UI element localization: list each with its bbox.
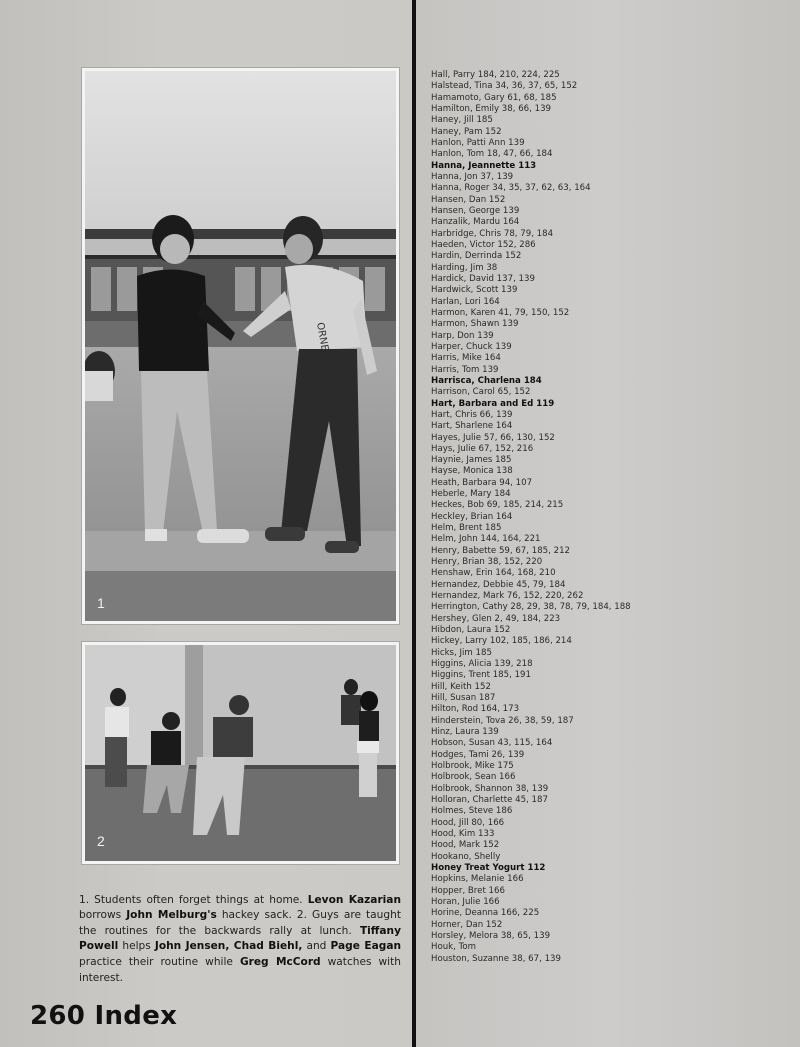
index-entry: Harp, Don 139 <box>431 330 494 341</box>
index-entry: Holbrook, Shannon 38, 139 <box>431 783 549 794</box>
index-entry: Higgins, Alicia 139, 218 <box>431 659 533 670</box>
index-entry: Harris, Tom 139 <box>431 364 499 375</box>
index-entry: Hansen, George 139 <box>431 205 520 216</box>
caption-text: borrows <box>79 909 127 922</box>
caption-name: Page Eagan <box>330 940 402 953</box>
caption-name: John Jensen, Chad Biehl, <box>154 940 303 953</box>
index-entry: Hardin, Derrinda 152 <box>431 251 522 262</box>
index-entry: Hicks, Jim 185 <box>431 647 492 658</box>
index-entry: Heberle, Mary 184 <box>431 489 511 500</box>
index-entry: Hood, Jill 80, 166 <box>431 817 505 828</box>
index-entry: Harris, Mike 164 <box>431 353 501 364</box>
index-entry: Hays, Julie 67, 152, 216 <box>431 443 534 454</box>
index-entry: Hilton, Rod 164, 173 <box>431 704 520 715</box>
index-entry: Higgins, Trent 185, 191 <box>431 670 531 681</box>
caption-text: and <box>302 940 331 953</box>
index-entry: Henry, Babette 59, 67, 185, 212 <box>431 545 571 556</box>
index-entry: Hanna, Jon 37, 139 <box>431 171 514 182</box>
index-entry: Hart, Chris 66, 139 <box>431 409 513 420</box>
index-entry: Hill, Susan 187 <box>431 693 496 704</box>
index-entry: Harding, Jim 38 <box>431 262 498 273</box>
photo-hackey-sack-image <box>85 71 396 621</box>
caption-text: practice their routine while <box>79 955 240 968</box>
index-entry: Hansen, Dan 152 <box>431 194 506 205</box>
index-entry: Hanzalik, Mardu 164 <box>431 217 520 228</box>
index-entry: Heckley, Brian 164 <box>431 511 513 522</box>
index-entry: Harmon, Karen 41, 79, 150, 152 <box>431 307 570 318</box>
index-entry: Hart, Barbara and Ed 119 <box>431 398 555 409</box>
index-entry: Holmes, Steve 186 <box>431 806 513 817</box>
caption-name: Levon Kazarian <box>307 893 401 906</box>
index-entry: Holloran, Charlette 45, 187 <box>431 795 548 805</box>
index-entry: Hershey, Glen 2, 49, 184, 223 <box>431 613 561 624</box>
index-entry: Hernandez, Debbie 45, 79, 184 <box>431 579 566 590</box>
index-entry: Hanlon, Tom 18, 47, 66, 184 <box>431 149 553 160</box>
index-entry: Harbridge, Chris 78, 79, 184 <box>431 228 554 239</box>
index-entry: Hayes, Julie 57, 66, 130, 152 <box>431 432 555 443</box>
index-entry: Houk, Tom <box>431 942 477 953</box>
index-entry: Helm, John 144, 164, 221 <box>431 534 541 545</box>
index-entry: Hardwick, Scott 139 <box>431 285 518 296</box>
index-list <box>431 70 751 965</box>
index-entry: Helm, Brent 185 <box>431 523 502 534</box>
index-entry: Hanna, Roger 34, 35, 37, 62, 63, 164 <box>431 183 591 194</box>
index-entry: Holbrook, Mike 175 <box>431 761 514 772</box>
index-entry: Hart, Sharlene 164 <box>431 421 513 432</box>
index-entry: Hobson, Susan 43, 115, 164 <box>431 738 553 749</box>
index-entry: Hood, Mark 152 <box>431 840 500 851</box>
index-entry: Harper, Chuck 139 <box>431 341 512 352</box>
index-entry: Horan, Julie 166 <box>431 896 500 907</box>
index-entry: Hinderstein, Tova 26, 38, 59, 187 <box>431 715 574 726</box>
photo-caption <box>79 893 401 987</box>
index-entry: Henry, Brian 38, 152, 220 <box>431 557 543 568</box>
index-entry: Harrisca, Charlena 184 <box>431 375 542 386</box>
index-entry: Hill, Keith 152 <box>431 681 491 692</box>
index-entry: Hanlon, Patti Ann 139 <box>431 137 525 148</box>
index-entry: Hayse, Monica 138 <box>431 466 513 477</box>
caption-text: watches with interest. <box>79 955 401 984</box>
index-entry: Haeden, Victor 152, 286 <box>431 239 536 250</box>
index-entry: Halstead, Tina 34, 36, 37, 65, 152 <box>431 81 578 92</box>
page-folio: 260 Index <box>30 1001 178 1031</box>
caption-name: Greg McCord <box>239 955 321 968</box>
photo-rally-practice <box>82 642 399 864</box>
photo-hackey-sack <box>82 68 399 624</box>
index-entry: Hibdon, Laura 152 <box>431 625 511 636</box>
caption-text: hackey sack. 2. Guys are taught the routines for the backwards rally at lunch. <box>79 909 401 937</box>
index-entry: Hamilton, Emily 38, 66, 139 <box>431 103 552 114</box>
index-entry: Haney, Pam 152 <box>431 126 502 137</box>
caption-text: helps <box>118 940 155 953</box>
index-entry: Hodges, Tami 26, 139 <box>431 749 525 760</box>
index-entry: Hood, Kim 133 <box>431 828 495 839</box>
index-entry: Hernandez, Mark 76, 152, 220, 262 <box>431 591 584 602</box>
index-entry: Horner, Dan 152 <box>431 919 503 930</box>
photo-rally-practice-image <box>85 645 396 861</box>
index-entry: Horine, Deanna 166, 225 <box>431 908 540 919</box>
index-entry: Hanna, Jeannette 113 <box>431 160 537 171</box>
index-entry: Harrison, Carol 65, 152 <box>431 387 531 398</box>
index-entry: Hickey, Larry 102, 185, 186, 214 <box>431 636 572 647</box>
index-entry: Holbrook, Sean 166 <box>431 772 516 783</box>
page-gutter <box>412 0 416 1047</box>
index-entry: Honey Treat Yogurt 112 <box>431 862 546 873</box>
index-entry: Herrington, Cathy 28, 29, 38, 78, 79, 184, 188 <box>431 602 631 613</box>
index-entry: Heckes, Bob 69, 185, 214, 215 <box>431 500 564 511</box>
index-entry: Houston, Suzanne 38, 67, 139 <box>431 953 561 964</box>
index-entry: Hall, Parry 184, 210, 224, 225 <box>431 70 560 80</box>
index-entry: Hinz, Laura 139 <box>431 727 499 738</box>
caption-name: Tiffany Powell <box>79 924 401 953</box>
index-entry: Hamamoto, Gary 61, 68, 185 <box>431 92 557 103</box>
index-entry: Haynie, James 185 <box>431 455 512 466</box>
index-entry: Horsley, Melora 38, 65, 139 <box>431 930 551 941</box>
index-entry: Henshaw, Erin 164, 168, 210 <box>431 568 556 579</box>
index-entry: Hopper, Bret 166 <box>431 885 505 896</box>
caption-name: John Melburg's <box>126 909 217 922</box>
index-entry: Hardick, David 137, 139 <box>431 273 535 284</box>
caption-text: 1. Students often forget things at home. <box>79 893 308 906</box>
shirt-lettering: ORNE <box>314 321 330 352</box>
photo-number: 1 <box>97 595 105 611</box>
index-entry: Hopkins, Melanie 166 <box>431 874 524 885</box>
index-entry: Harlan, Lori 164 <box>431 296 500 307</box>
photo-number: 2 <box>97 833 105 849</box>
index-entry: Harmon, Shawn 139 <box>431 319 519 330</box>
index-entry: Hookano, Shelly <box>431 851 501 862</box>
index-entry: Heath, Barbara 94, 107 <box>431 477 533 488</box>
index-entry: Haney, Jill 185 <box>431 115 493 126</box>
